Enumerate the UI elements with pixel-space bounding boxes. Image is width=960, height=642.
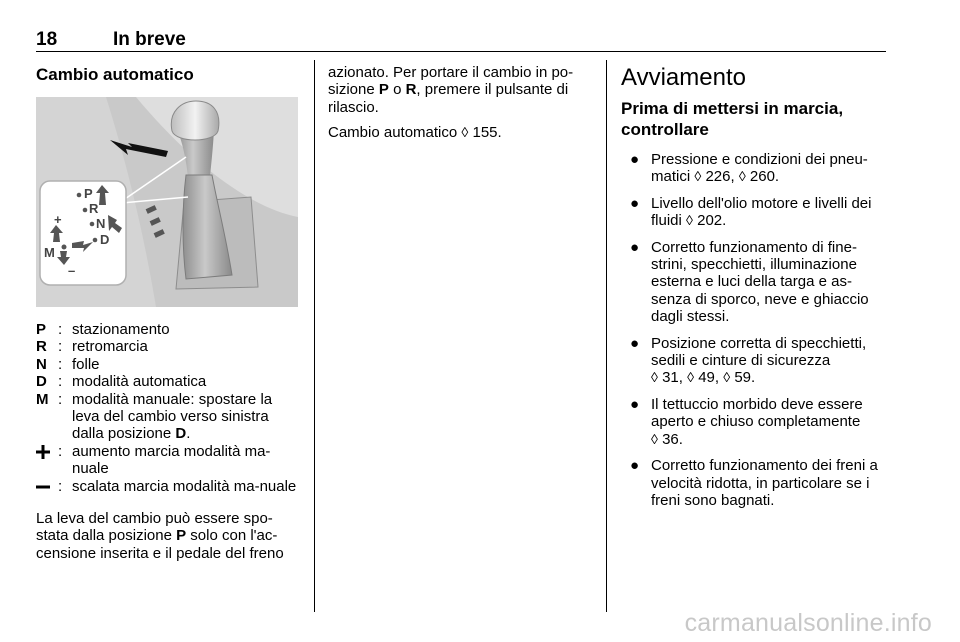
legend-row-d: [36, 373, 302, 390]
legend-text-r: retromarcia: [72, 338, 148, 356]
legend-key-p: P: [36, 321, 47, 338]
right-column: [621, 64, 889, 518]
list-item: [621, 457, 889, 509]
ref-arrow-icon: ◊: [651, 430, 658, 447]
list-item-text: Corretto funzionamento dei freni a velocità ridotta, in particolare se i freni sono bagnati.: [651, 457, 878, 509]
minus-icon: [36, 480, 50, 494]
legend-key-minus: [36, 478, 58, 496]
bullet: ●: [630, 238, 640, 256]
ref-text: Cambio automatico: [328, 124, 458, 142]
page-header: [36, 29, 886, 53]
list-item-text: Posizione corretta di specchietti, sedili e cinture di sicurezza: [651, 334, 867, 370]
list-item: [621, 151, 889, 186]
fig-label-plus: +: [54, 212, 62, 227]
fig-label-minus: –: [68, 263, 76, 278]
fig-label-d: D: [100, 232, 110, 247]
legend-text-plus: aumento marcia modalità ma-nuale: [72, 442, 271, 478]
legend-key-d: D: [36, 373, 47, 391]
legend-colon: :: [58, 373, 63, 391]
legend-key-r: R: [36, 338, 47, 356]
legend-colon: :: [58, 338, 63, 356]
legend-key-n: N: [36, 355, 47, 373]
section-title-cambio: Cambio automatico: [36, 65, 194, 84]
middle-column: [328, 64, 592, 142]
list-item: [621, 239, 889, 326]
ref-page-link[interactable]: 260.: [749, 168, 780, 186]
left-column: [36, 64, 302, 562]
fig-label-m: M: [44, 245, 55, 260]
ref-page-link[interactable]: 36.: [662, 430, 683, 448]
bullet: ●: [630, 457, 640, 475]
gear-legend: [36, 321, 302, 496]
ref-page-link[interactable]: 226,: [705, 168, 735, 186]
bullet: ●: [630, 334, 640, 352]
legend-text-p: stazionamento: [72, 321, 170, 338]
fig-label-n: N: [96, 216, 106, 231]
legend-text-m-main: modalità manuale: spostare la leva del cambio verso sinistra dalla posizione: [72, 390, 273, 443]
gear-paragraph-part2: solo con l'ac-censione inserita e il pedale del freno: [36, 527, 284, 562]
legend-key-m: M: [36, 390, 49, 408]
ref-arrow-icon: ◊: [651, 369, 658, 386]
legend-colon: :: [58, 355, 63, 373]
header-rule: [36, 51, 886, 52]
gear-paragraph-bold-p: P: [176, 527, 187, 545]
legend-colon: :: [58, 321, 63, 338]
continued-bold-r: R: [405, 81, 417, 99]
chapter-title: In breve: [113, 29, 186, 50]
bullet: ●: [630, 194, 640, 212]
legend-row-n: [36, 356, 302, 373]
legend-text-n: folle: [72, 355, 100, 373]
subsection-title: Prima di mettersi in marcia, controllare: [621, 99, 844, 139]
ref-page-link[interactable]: 155.: [472, 124, 502, 142]
list-item: [621, 396, 889, 448]
fig-label-p: P: [84, 186, 93, 201]
legend-key-plus: [36, 443, 58, 478]
legend-row-p: [36, 321, 302, 338]
legend-row-r: [36, 338, 302, 355]
list-item: [621, 195, 889, 230]
continued-part2: o: [393, 81, 402, 99]
continued-paragraph: [328, 64, 592, 116]
column-divider-1: [314, 60, 315, 612]
ref-arrow-icon: ◊: [461, 124, 469, 141]
legend-row-minus: [36, 478, 302, 496]
list-item-text: Livello dell'olio motore e livelli dei fluidi: [651, 194, 872, 230]
legend-text-minus: scalata marcia modalità ma-nuale: [72, 477, 297, 495]
legend-colon: :: [58, 477, 63, 495]
fig-label-r: R: [89, 201, 99, 216]
ref-arrow-icon: ◊: [694, 168, 702, 185]
ref-page-link[interactable]: 59.: [734, 369, 756, 387]
cross-reference: [328, 124, 592, 141]
legend-text-m-tail: .: [186, 425, 191, 443]
gear-paragraph: [36, 510, 302, 562]
ref-page-link[interactable]: 31,: [662, 369, 683, 387]
bullet: ●: [630, 395, 640, 413]
list-item-text: Corretto funzionamento di fine-strini, specchietti, illuminazione esterna e luci della targa e as-senza di sporco, neve e ghiaccio dagli stessi.: [651, 238, 869, 326]
list-item: [621, 335, 889, 387]
legend-text-d: modalità automatica: [72, 373, 207, 391]
legend-text-m: [72, 391, 302, 443]
section-title-avviamento: Avviamento: [621, 64, 746, 91]
ref-page-link[interactable]: 49,: [698, 369, 720, 387]
continued-bold-p: P: [378, 81, 389, 99]
ref-arrow-icon: ◊: [687, 369, 695, 386]
continued-part3: , premere il pulsante di rilascio.: [328, 81, 569, 116]
ref-arrow-icon: ◊: [686, 212, 693, 229]
checklist: [621, 151, 889, 509]
gear-paragraph-part1: La leva del cambio può essere spo-stata dalla posizione: [36, 510, 273, 545]
gear-lever-illustration: [36, 97, 298, 307]
plus-icon: [36, 445, 50, 459]
legend-row-plus: [36, 443, 302, 478]
ref-arrow-icon: ◊: [723, 369, 731, 386]
legend-text-m-bold: D: [175, 425, 187, 443]
legend-colon: :: [58, 442, 63, 460]
column-divider-2: [606, 60, 607, 612]
bullet: ●: [630, 151, 640, 168]
list-item-text: Pressione e condizioni dei pneu-matici: [651, 151, 868, 186]
gear-lever-svg: [36, 97, 298, 307]
legend-row-m: [36, 391, 302, 443]
continued-part1: azionato. Per portare il cambio in po-sizione: [328, 64, 574, 99]
ref-page-link[interactable]: 202.: [697, 212, 727, 230]
page-number: 18: [36, 29, 58, 50]
legend-colon: :: [58, 390, 63, 408]
list-item-text: Il tettuccio morbido deve essere aperto e chiuso completamente: [651, 395, 863, 431]
watermark: carmanualsonline.info: [684, 609, 932, 637]
ref-arrow-icon: ◊: [738, 168, 746, 185]
